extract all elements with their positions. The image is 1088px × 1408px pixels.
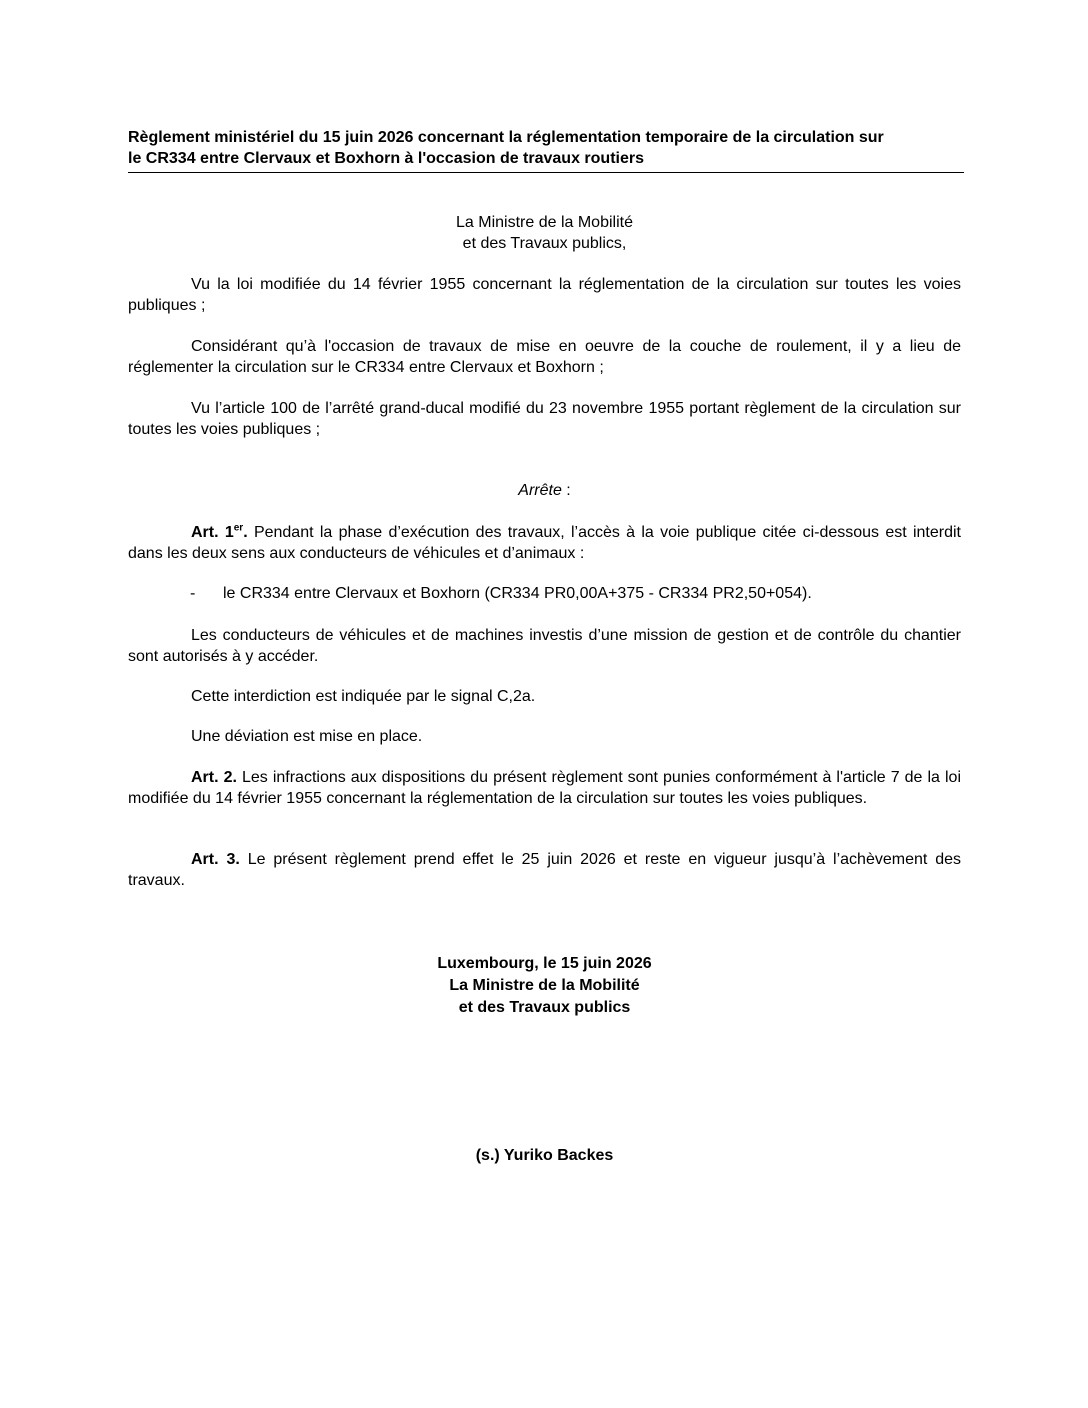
article-2-paragraph — [128, 767, 961, 809]
article-3-label: Art. 3. — [191, 851, 240, 868]
authority-line-2: et des Travaux publics, — [462, 235, 627, 252]
authority-heading — [128, 212, 961, 254]
document-title — [128, 127, 964, 173]
authority-line-1: La Ministre de la Mobilité — [456, 214, 633, 231]
preamble-paragraph-3: Vu l’article 100 de l’arrêté grand-ducal modifié du 23 novembre 1955 portant règlement de la circulation sur toutes les voies publiques ; — [128, 400, 961, 438]
closing-role-line-2: et des Travaux publics — [458, 999, 631, 1016]
article-1-paragraph-2: Les conducteurs de véhicules et de machines investis d’une mission de gestion et de contrôle du chantier sont autorisés à y accéder. — [128, 627, 961, 665]
preamble-paragraph-2: Considérant qu’à l'occasion de travaux de mise en oeuvre de la couche de roulement, il y a lieu de réglementer la circulation sur le CR334 entre Clervaux et Boxhorn ; — [128, 338, 961, 376]
article-1-paragraph — [128, 522, 961, 564]
article-2-text: Les infractions aux dispositions du présent règlement sont punies conformément à l'article 7 de la loi modifiée du 14 février 1955 concernant la réglementation de la circulation sur toutes les voies publiques. — [128, 769, 961, 807]
article-2-label: Art. 2. — [191, 769, 237, 786]
article-1-superscript: er — [233, 522, 244, 534]
article-3-text: Le présent règlement prend effet le 25 juin 2026 et reste en vigueur jusqu’à l’achèvement des travaux. — [128, 851, 962, 889]
article-1-paragraph-3: Cette interdiction est indiquée par le signal C,2a. — [191, 688, 536, 705]
title-line-2: le CR334 entre Clervaux et Boxhorn à l'occasion de travaux routiers — [128, 150, 644, 167]
closing-block — [128, 953, 961, 1019]
article-1-paragraph-4: Une déviation est mise en place. — [191, 728, 423, 745]
signature: (s.) Yuriko Backes — [475, 1147, 614, 1164]
bullet-text: le CR334 entre Clervaux et Boxhorn (CR334 PR0,00A+375 - CR334 PR2,50+054). — [223, 585, 812, 602]
closing-place-date: Luxembourg, le 15 juin 2026 — [437, 955, 652, 972]
article-1-dot: . — [243, 524, 248, 541]
decree-heading — [128, 480, 961, 501]
closing-role-line-1: La Ministre de la Mobilité — [449, 977, 640, 994]
decree-label: Arrête — [518, 482, 562, 499]
preamble-paragraph-1: Vu la loi modifiée du 14 février 1955 concernant la réglementation de la circulation sur toutes les voies publiques ; — [128, 276, 961, 314]
article-1-label: Art. 1 — [191, 524, 234, 541]
title-line-1: Règlement ministériel du 15 juin 2026 concernant la réglementation temporaire de la circulation sur — [128, 129, 884, 146]
article-1-text: Pendant la phase d’exécution des travaux, l’accès à la voie publique citée ci-dessous est interdit dans les deux sens aux conducteurs de véhicules et d’animaux : — [128, 524, 961, 562]
bullet-dash: - — [190, 585, 196, 602]
decree-colon: : — [561, 482, 571, 499]
article-3-paragraph — [128, 849, 961, 891]
